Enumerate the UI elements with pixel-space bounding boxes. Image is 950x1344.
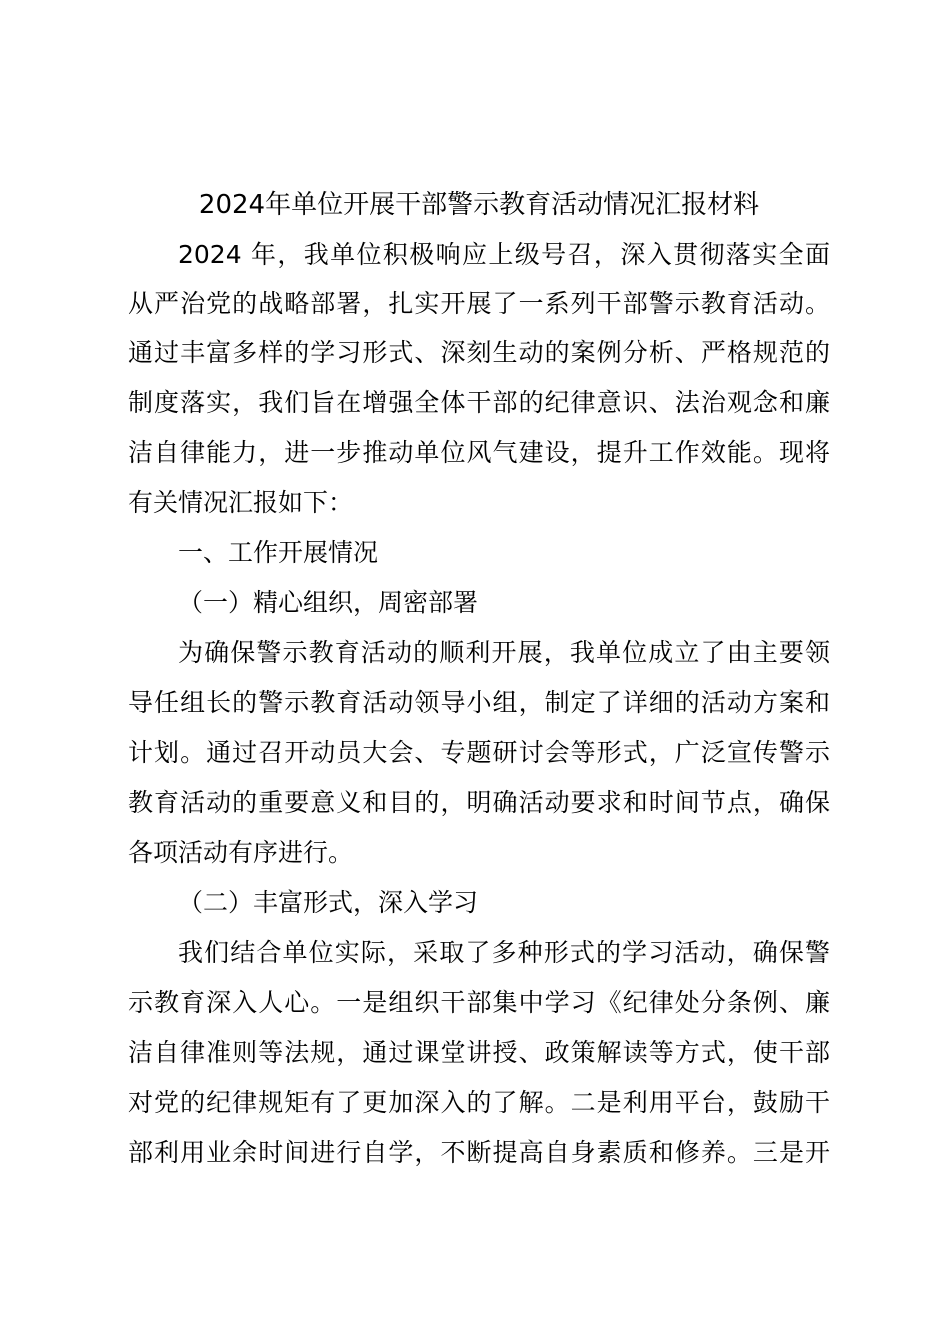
section-heading: 一、工作开展情况 (178, 538, 379, 567)
paragraph-line: 计划。通过召开动员大会、专题研讨会等形式，广泛宣传警示 (128, 738, 830, 767)
paragraph-line: 洁自律能力，进一步推动单位风气建设，提升工作效能。现将 (128, 438, 830, 467)
paragraph-line: 从严治党的战略部署，扎实开展了一系列干部警示教育活动。 (128, 289, 830, 318)
subsection-heading: （二）丰富形式，深入学习 (178, 888, 479, 917)
document-title: 2024年单位开展干部警示教育活动情况汇报材料 (198, 190, 760, 220)
subsection-heading: （一）精心组织，周密部署 (178, 588, 479, 617)
paragraph-line: 我们结合单位实际，采取了多种形式的学习活动，确保警 (178, 938, 830, 967)
paragraph-line: 部利用业余时间进行自学，不断提高自身素质和修养。三是开 (128, 1138, 830, 1167)
paragraph-line: 导任组长的警示教育活动领导小组，制定了详细的活动方案和 (128, 688, 830, 717)
paragraph-line: 通过丰富多样的学习形式、深刻生动的案例分析、严格规范的 (128, 338, 830, 367)
paragraph-line: 有关情况汇报如下： (128, 488, 354, 517)
paragraph-line: 制度落实，我们旨在增强全体干部的纪律意识、法治观念和廉 (128, 388, 830, 417)
paragraph-line: 洁自律准则等法规，通过课堂讲授、政策解读等方式，使干部 (128, 1038, 830, 1067)
paragraph-line: 各项活动有序进行。 (128, 838, 354, 867)
paragraph-line: 示教育深入人心。一是组织干部集中学习《纪律处分条例、廉 (128, 988, 830, 1017)
paragraph-line: 教育活动的重要意义和目的，明确活动要求和时间节点，确保 (128, 788, 830, 817)
paragraph-line: 为确保警示教育活动的顺利开展，我单位成立了由主要领 (178, 638, 830, 667)
paragraph-line: 对党的纪律规矩有了更加深入的了解。二是利用平台，鼓励干 (128, 1088, 830, 1117)
paragraph-line: 2024 年，我单位积极响应上级号召，深入贯彻落实全面 (178, 240, 830, 269)
